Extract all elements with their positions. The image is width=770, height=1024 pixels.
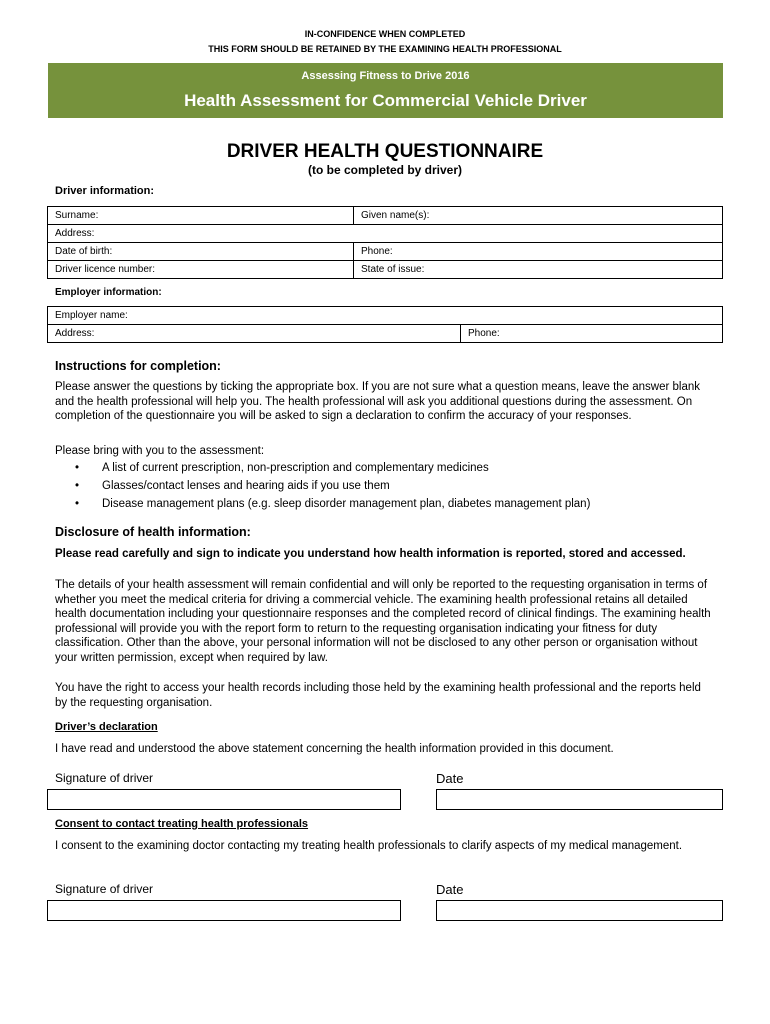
state-of-issue-field[interactable]: State of issue: [354, 261, 723, 279]
declaration-signature-field[interactable] [47, 789, 401, 810]
employer-info-label: Employer information: [55, 287, 162, 298]
confidential-note: IN-CONFIDENCE WHEN COMPLETED [304, 29, 466, 39]
disclosure-intro: Please read carefully and sign to indicate you understand how health information is reported, stored and accessed. [55, 548, 686, 560]
employer-phone-field[interactable]: Phone: [461, 325, 723, 343]
consent-text: I consent to the examining doctor contacting my treating health professionals to clarify aspects of my medical management. [55, 840, 683, 852]
employer-address-field[interactable]: Address: [48, 325, 461, 343]
declaration-heading: Driver’s declaration [55, 721, 158, 733]
signature-label: Signature of driver [55, 882, 154, 896]
instructions-heading: Instructions for completion: [55, 359, 221, 373]
declaration-text: I have read and understood the above statement concerning the health information provided in this document. [55, 743, 614, 755]
header-banner [48, 63, 723, 118]
employer-name-field[interactable]: Employer name: [48, 307, 723, 325]
phone-field[interactable]: Phone: [354, 243, 723, 261]
driver-info-label: Driver information: [55, 185, 155, 197]
rights-paragraph: You have the right to access your health records including those held by the examining health professional and the reports held by the requesting organisation. [55, 682, 701, 709]
disclosure-heading: Disclosure of health information: [55, 525, 251, 539]
declaration-date-field[interactable] [436, 789, 723, 810]
form-subtitle: (to be completed by driver) [307, 163, 463, 177]
instructions-paragraph: Please answer the questions by ticking the appropriate box. If you are not sure what a question means, leave the answer blank and the health professional will help you. The health professional will ask you additional questions during the assessment. On completion of the questionnaire you will be asked to sign a declaration to confirm the accuracy of your responses. [55, 381, 701, 422]
date-label: Date [436, 882, 464, 897]
employer-info-table [47, 306, 723, 343]
signature-label: Signature of driver [55, 771, 154, 785]
dob-field[interactable]: Date of birth: [48, 243, 354, 261]
list-item: • A list of current prescription, non-prescription and complementary medicines [75, 462, 489, 474]
form-title: DRIVER HEALTH QUESTIONNAIRE [226, 141, 544, 162]
list-item: • Disease management plans (e.g. sleep disorder management plan, diabetes management plan) [75, 498, 591, 510]
driver-info-table [47, 206, 723, 279]
address-field[interactable]: Address: [48, 225, 723, 243]
bullet-icon: • [75, 480, 80, 492]
retention-note: THIS FORM SHOULD BE RETAINED BY THE EXAMINING HEALTH PROFESSIONAL [208, 44, 562, 54]
bring-intro: Please bring with you to the assessment: [55, 445, 265, 457]
bullet-icon: • [75, 498, 80, 510]
surname-field[interactable]: Surname: [48, 207, 354, 225]
consent-heading: Consent to contact treating health professionals [55, 818, 309, 830]
licence-number-field[interactable]: Driver licence number: [48, 261, 354, 279]
banner-subtitle: Assessing Fitness to Drive 2016 [301, 70, 470, 82]
bullet-icon: • [75, 462, 80, 474]
date-label: Date [436, 771, 464, 786]
disclosure-paragraph: The details of your health assessment will remain confidential and will only be reported to the requesting organisation in terms of whether you meet the medical criteria for driving a commercial vehicle. The examining health professional retains all detailed health documentation including your questionnaire responses and the completed record of clinical findings. The examining health professional will provide you with the report form to return to the requesting organisation indicating your fitness for duty classification. Other than the above, your personal information will not be disclosed to any other person or organisation without your written permission, except when required by law. [55, 579, 711, 664]
consent-signature-field[interactable] [47, 900, 401, 921]
banner-title: Health Assessment for Commercial Vehicle Driver [184, 91, 587, 110]
bring-list [75, 461, 590, 515]
list-item: • Glasses/contact lenses and hearing aids if you use them [75, 480, 390, 492]
given-names-field[interactable]: Given name(s): [354, 207, 723, 225]
consent-date-field[interactable] [436, 900, 723, 921]
